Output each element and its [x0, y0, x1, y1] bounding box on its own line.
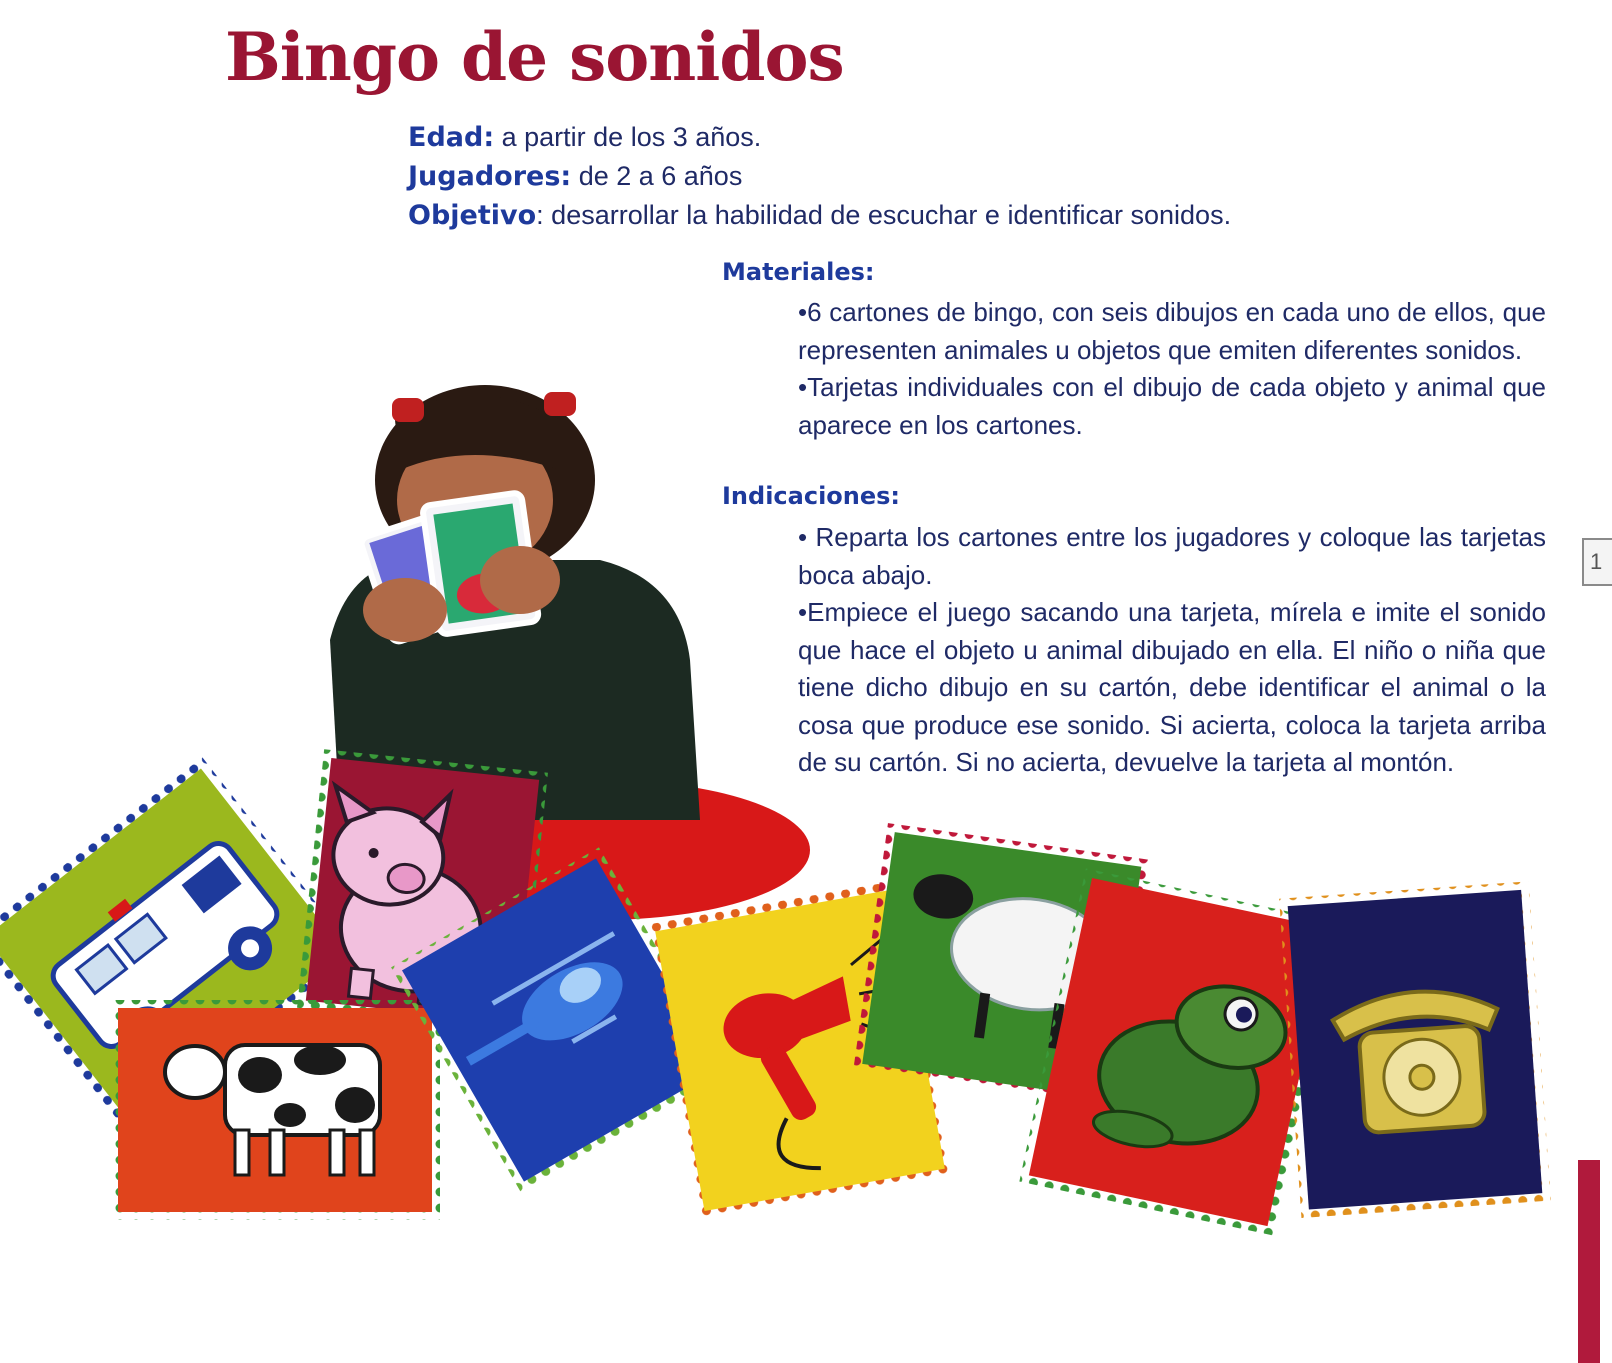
page-number-tab: 1 [1582, 538, 1612, 586]
hair-clip [544, 392, 576, 416]
indicaciones-item: •Empiece el juego sacando una tarjeta, mírela e imite el sonido que hace el objeto u animal dibujado en ella. El niño o niña que tiene dicho dibujo en su cartón, debe identificar el animal o la cosa que produce ese sonido. Si acierta, coloca la tarjeta arriba de su cartón. Si no acierta, devuelve la tarjeta al montón. [798, 597, 1546, 777]
jugadores-value: de 2 a 6 años [571, 161, 743, 191]
objetivo-label: Objetivo [408, 200, 537, 231]
indicaciones-heading: Indicaciones: [722, 482, 901, 510]
page-title: Bingo de sonidos [225, 18, 844, 96]
bingo-card-cow [110, 1000, 440, 1220]
right-hand [480, 546, 560, 614]
indicaciones-item: • Reparta los cartones entre los jugadores y coloque las tarjetas boca abajo. [798, 522, 1546, 590]
materiales-item: •6 cartones de bingo, con seis dibujos en cada uno de ellos, que representen animales u objetos que emiten diferentes sonidos. [798, 297, 1546, 365]
jugadores-label: Jugadores: [408, 161, 572, 192]
edad-label: Edad: [408, 122, 495, 153]
left-hand [363, 578, 447, 642]
materiales-item: •Tarjetas individuales con el dibujo de cada objeto y animal que aparece en los cartones. [798, 372, 1546, 440]
materiales-heading: Materiales: [722, 258, 875, 286]
objetivo-value: : desarrollar la habilidad de escuchar e identificar sonidos. [536, 200, 1232, 230]
bingo-card-telephone [1279, 881, 1551, 1218]
edad-value: a partir de los 3 años. [494, 122, 762, 152]
hair-clip [392, 398, 424, 422]
